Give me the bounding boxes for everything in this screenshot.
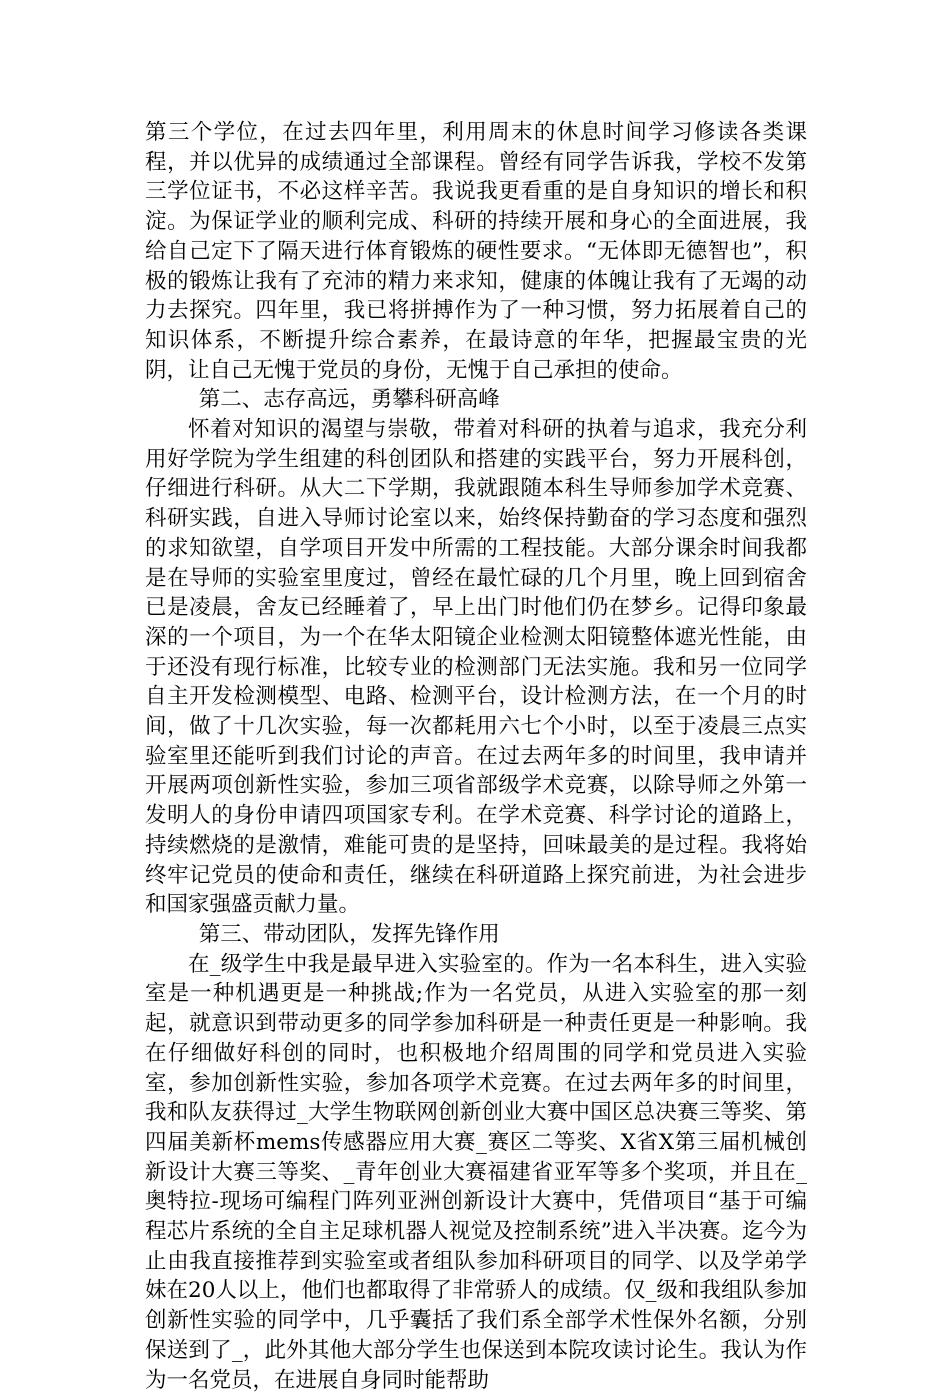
paragraph-third-degree: 第三个学位，在过去四年里，利用周末的休息时间学习修读各类课程，并以优异的成绩通过全部课程。曾经有同学告诉我，学校不发第三学位证书，不必这样辛苦。我说我更看重的是自身知识的增长和积淀。为保证学业的顺利完成、科研的持续开展和身心的全面进展，我给自己定下了隔天进行体育锻炼的硬性要求。“无体即无德智也”，积极的锻炼让我有了充沛的精力来求知，健康的体魄让我有了无竭的动力去探究。四年里，我已将拼搏作为了一种习惯，努力拓展着自己的知识体系，不断提升综合素养，在最诗意的年华，把握最宝贵的光阴，让自己无愧于党员的身份，无愧于自己承担的使命。 — [145, 120, 807, 383]
paragraph-research: 怀着对知识的渴望与崇敬，带着对科研的执着与追求，我充分利用好学院为学生组建的科创团队和搭建的实践平台，努力开展科创，仔细进行科研。从大二下学期，我就跟随本科生导师参加学术竞赛、科研实践，自进入导师讨论室以来，始终保持勤奋的学习态度和强烈的求知欲望，自学项目开发中所需的工程技能。大部分课余时间我都是在导师的实验室里度过，曾经在最忙碌的几个月里，晚上回到宿舍已是凌晨，舍友已经睡着了，早上出门时他们仍在梦乡。记得印象最深的一个项目，为一个在华太阳镜企业检测太阳镜整体遮光性能，由于还没有现行标准，比较专业的检测部门无法实施。我和另一位同学自主开发检测模型、电路、检测平台，设计检测方法，在一个月的时间，做了十几次实验，每一次都耗用六七个小时，以至于凌晨三点实验室里还能听到我们讨论的声音。在过去两年多的时间里，我申请并开展两项创新性实验，参加三项省部级学术竞赛，以除导师之外第一发明人的身份申请四项国家专利。在学术竞赛、科学讨论的道路上，持续燃烧的是激情，难能可贵的是坚持，回味最美的是过程。我将始终牢记党员的使命和责任，继续在科研道路上探究前进，为社会进步和国家强盛贡献力量。 — [145, 417, 807, 918]
section-heading-research: 第二、志存高远，勇攀科研高峰 — [198, 387, 500, 413]
section-heading-team: 第三、带动团队，发挥先锋作用 — [198, 921, 500, 947]
paragraph-team: 在_级学生中我是最早进入实验室的。作为一名本科生，进入实验室是一种机遇更是一种挑战;作为一名党员，从进入实验室的那一刻起，就意识到带动更多的同学参加科研是一种责任更是一种影响。我在仔细做好科创的同时，也积极地介绍周围的同学和党员进入实验室，参加创新性实验，参加各项学术竞赛。在过去两年多的时间里，我和队友获得过_大学生物联网创新创业大赛中国区总决赛三等奖、第四届美新杯mems传感器应用大赛_赛区二等奖、X省X第三届机械创新设计大赛三等奖、_青年创业大赛福建省亚军等多个奖项，并且在_奥特拉-现场可编程门阵列亚洲创新设计大赛中，凭借项目“基于可编程芯片系统的全自主足球机器人视觉及控制系统”进入半决赛。迄今为止由我直接推荐到实验室或者组队参加科研项目的同学、以及学弟学妹在20人以上，他们也都取得了非常骄人的成绩。仅_级和我组队参加创新性实验的同学中，几乎囊括了我们系全部学术性保外名额，分别保送到了_，此外其他大部分学生也保送到本院攻读讨论生。我认为作为一名党员，在进展自身同时能帮助 — [145, 951, 807, 1393]
document-body — [145, 118, 807, 1395]
